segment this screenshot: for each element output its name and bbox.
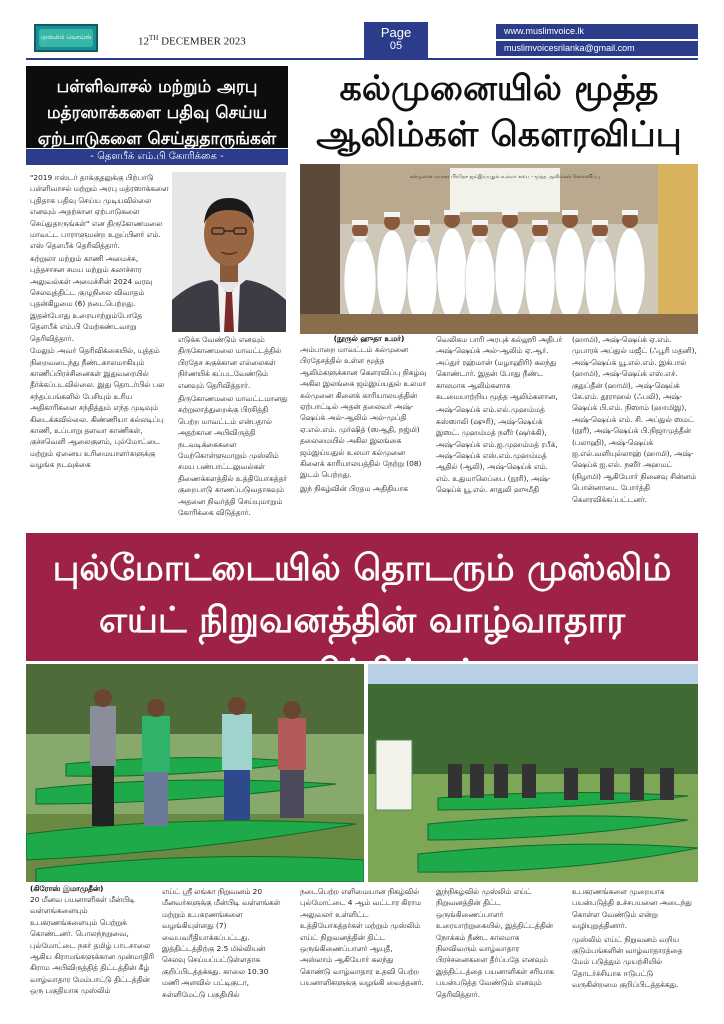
photo-backdrop-banner: கல்முனை மாநகர பிரதேச ஜம்இய்யதுல் உலமா சபை - மூத்த ஆலிம்கள் கௌரவிப்பு	[409, 174, 601, 180]
paragraph: "2019 ஈஸ்டர் தாக்குதலுக்கு பிற்பாடு பள்ளிவாசல் மற்றும் அரபு மத்ரஸாக்களை புதிதாக பதிவு செய்ய முடியவில்லை எனவும் அதற்கான ஏற்பாடுகளை செய்துதாருங்கள்" என திருகோணமலை மாவட்ட பாராளுமன்ற உறுப்பினர் எம். எஸ் தௌபீக் தெரிவித்தார்.	[30, 173, 169, 251]
header-divider	[26, 58, 698, 60]
right-article-column-3	[572, 334, 698, 507]
left-article-column-1	[30, 172, 170, 472]
paragraph: இந் நிகழ்வின் பிரதம அதிதியாக	[300, 483, 408, 493]
email-link[interactable]: muslimvoicesrilanka@gmail.com	[496, 41, 698, 56]
paragraph: முஸ்லிம் எய்ட் நிறுவனம் வறிய குடும்பங்களின் வாழ்வாதாரத்தை மேம் படுத்தும் முயற்சியில் தொடர்ச்சியாக ஈடுபட்டு வருகின்றமை குறிப்பிடத்தக்கது.	[572, 934, 683, 990]
left-article-headline: பள்ளிவாசல் மற்றும் அரபு மத்ரஸாக்களை பதிவு செய்ய ஏற்பாடுகளை செய்துதாருங்கள்	[26, 66, 288, 148]
paragraph: சுற்றுலா மற்றும் காணி அமைச்சு, புத்தசாசன சமய மற்றும் கலாச்சார அலுவல்கள் அமைச்சின் 2024 வரவு செலவுத்திட்ட குழுநிலை விவாதம் புதன்கிழமை (6) நடைபெற்றது. இதன்போது உரையாற்றும்போதே தௌபீக் எம்.பி மேற்கண்டவாறு தெரிவித்தார்.	[30, 253, 153, 343]
left-article-column-2	[178, 334, 288, 521]
paragraph: (ஹாமி), அஷ்-ஷெய்க் ஏ.எம். முபாரக் அப்துல் மஜீட் (ஃபூரி மதனி), அஷ்-ஷெய்க் யூ.எல்.எம். இக்பால் (ஹாமி), அஷ்-ஷெய்க் எஸ்.எச். குதுப்தீன் (ஹாமி), அஷ்-ஷெய்க் கே.எம். தூராஹல் (ஃபலி), அஷ்-ஷெய்க் பி.எம். நிஸாம் (ஹாமிஇ), அஷ்-ஷெய்க் எம். சி. அப்துல் ஸமட் (நூரீ), அஷ்-ஷெய்க் பி.நிஜாமுத்தீன் (பலாஹி), அஷ்-ஷெய்க் ஐ.எல்.வளியுல்லாஹ் (ஹாமி), அஷ்-ஷெய்க் ஐ.எல். நஸீர் அஹமட் (நிழாமி) ஆகியோர் நினைவு சின்னம் பொன்னாடை போர்த்தி கௌரவிக்கப்பட்டனர்.	[572, 335, 697, 504]
paragraph: நடைபெற்ற எளிமையான நிகழ்வில் புல்மோட்டை 4 ஆம் வட்டார கிராம அலுவலர் உள்ளிட்ட உத்தியோகத்தர்கள் மற்றும் முஸ்லிம் எய்ட் நிறுவனத்தின் திட்ட ஒருங்கிணைப்பாளர் ஆயுதீ, அஸ்லாம் ஆகியோர் கலந்து கொண்டு வாழ்வாதார உதவி பெற்ற பயனாளிகளுக்கு வழங்கி வைத்தனர்.	[300, 887, 424, 988]
paragraph: மேலும் அவர் தெரிவிக்கையில், யுத்தம் நிறைவடைந்து நீண்டகாலமாகியும் காணிப்பிரச்சினைகள் இதுவரையில் தீர்க்கப்படவில்லை. இது தொடர்பில் பல சந்தப்பங்களில் பேசியும் உரிய அதிகாரிகளை சந்தித்தும் எந்த முடிவும் கிடைக்கவில்லை. கிண்ணியா கல்லடிப்பு காணி, உப்பாறு தளவா காணிகள், குச்சவெளி ஆலைகுளம், புல்மோட்டை மற்றும் ஏனைய உரிமையாளர்களுக்கு வழங்க நடவுக்கை	[30, 346, 165, 470]
paragraph: 20 மீனவ பயனாளிகள் மீன்பிடி வள்ளங்களையும் உபகரணங்களையும் பெற்றுக் கொண்டனர். பொலந்நறுவை, புல்மோட்டை நகர் தமிழ் பாடசாலை ஆகிய கிராமங்களுக்கான முன்மாதிரி கிராம அபிவிருத்தித் திட்டத்தின் கீழ் வாழ்வாதார மேம்பாட்டு திட்டத்தின் ஒரு பகுதியாக முஸ்லிம்	[30, 895, 154, 996]
newspaper-logo[interactable]	[34, 24, 98, 52]
date-rest: DECEMBER 2023	[161, 35, 246, 48]
paragraph: இந்நிகழ்வில் முஸ்லிம் எய்ட் நிறுவனத்தின் திட்ட ஒருங்கிணைப்பாளர் உரையாற்றுகையில், இத்திட்டத்தின் நோக்கம் நீண்ட காலமாக நிலவிவரும் வாழ்வாதார பிரச்சனைகளை தீர்ப்பதே எனவும் இத்திட்டத்தை பயனாளிகள் சரியாக பயன்படுத்த வேண்டும் எனவும் தெரிவித்தார்.	[436, 887, 554, 999]
right-article-column-1	[300, 344, 430, 496]
bottom-article-column-2	[162, 886, 286, 1002]
paragraph: வெலிகம பாரி அரபுக் கல்லூரி அதிபர் அஷ்-ஷெய்க் அல்-ஆலிம் ஏ.ஆர். அப்துர் ரஹ்மான் (மழாஹிரி) கலந்து கொண்டார். இதன் போது நீண்ட காலமாக ஆலிம்களாக கடமையாற்றிய மூத்த ஆலிம்களான,	[436, 335, 563, 402]
masthead	[26, 22, 698, 58]
bottom-article-column-3	[300, 886, 424, 991]
portrait-illustration	[172, 172, 286, 332]
boat-recipients-photo-right	[368, 664, 698, 882]
boat-line-illustration	[368, 664, 698, 882]
date-suffix: TH	[149, 34, 159, 42]
bottom-article-column-5	[572, 886, 698, 993]
page-label: Page	[380, 25, 412, 40]
paragraph: எடுக்க வேண்டும் எனவும் திருகோணமலை மாவட்டத்தில் பிரதேச சுகுக்கான எல்லைகள் நிர்ணயிக் கப்படவேண்டும் எனவும் தெரிவித்தார்.	[178, 335, 282, 390]
website-link[interactable]: www.muslimvoice.lk	[496, 24, 698, 39]
issue-date	[138, 34, 246, 48]
boat-photo-illustration	[26, 664, 364, 882]
boat-recipients-photo-left	[26, 664, 364, 882]
bottom-article-headline-banner: புல்மோட்டையில் தொடரும் முஸ்லிம் எய்ட் நிறுவனத்தின் வாழ்வாதார	[26, 533, 698, 661]
paragraph: உபகரணங்களை முறையாக பயன்படுத்தி உச்சபயனை அடைந்து கொள்ள வேண்டும் என்று வழியுறுத்தினார்.	[572, 887, 692, 931]
right-article-column-2	[436, 334, 564, 498]
bottom-photo-caption: (கிரோஸ் இமாமுதீன்)	[30, 884, 104, 893]
mp-portrait-photo	[172, 172, 286, 332]
bottom-article-column-1	[30, 894, 154, 999]
scholars-group-photo	[300, 164, 698, 334]
left-article-byline: - தௌபீக் எம்.பி கோரிக்கை -	[26, 149, 288, 165]
logo-text: முஸ்லிம் வொய்ஸ்	[39, 29, 93, 47]
paragraph: எய்ட் ஸ்ரீ லங்கா நிறுவனம் 20 மீனவர்களுக்கு மீன்பிடி வள்ளங்கள் மற்றும் உபகரணங்களை வழங்கியுள்ளது (7) வைபவரீதியாக்கப்பட்டது. இத்திட்டத்திற்கு 2.5 மில்லியன் செலவு செய்யப்பட்டுள்ளதாக குறிப்பிடத்தக்கது. காலை 10.30 மணி அளவில் பட்டிகுடா, சுள்ளிமேட்டு பகுதியில்	[162, 887, 281, 999]
bottom-article-column-4	[436, 886, 560, 1002]
date-day: 12	[138, 35, 149, 48]
page-indicator	[364, 22, 428, 58]
group-photo-illustration	[300, 164, 698, 334]
page-number: 05	[389, 40, 403, 52]
right-article-headline: கல்முனையில் மூத்த ஆலிம்கள் கௌரவிப்பு	[316, 69, 682, 155]
photo-caption: (நூருல் ஹுதா உமர்)	[333, 334, 405, 343]
paragraph: அஷ்-ஷெய்க் எம்.எல்.முஹம்மத் கஸ்ஸாலி (ஷுரி), அஷ்-ஷெய்க் இஸட். முஹம்மத் நளீர் (ஷர்க்கி), அஷ்-ஷெய்க் எம்.ஐ.முஹம்மத் ரபீக், அஷ்-ஷெய்க் எஸ்.எம்.முஹம்மத் ஆதில் (ஆலி), அஷ்-ஷெய்க் எம். எம். உதுமாலெப்பை (நூரி), அஷ்-ஷெய்க் யூ.எல். சாதுலி ஹுமீதி	[436, 405, 558, 495]
paragraph: திருகோணமலை மாவட்டமானது சுற்றுலாத்துறைக்கு பிரசித்தி பெற்ற மாவட்டம் என்பதால் அதற்கான அபிவிருத்தி நடவடிக்கைகளை மேற்கொள்ளுமாறும் முஸ்லிம் சமய பண்பாட்டலுவல்கள் திணைக்களத்தில் உத்தியோகத்தர் குறைபாடு காணப்படுவதாகவும் அதனை நிவர்த்தி செய்யுமாறும் கோரிக்கை விடுத்தார்.	[178, 394, 288, 518]
paragraph: அம்பாறை மாவட்டம் கல்முனை பிரதேசத்தில் உள்ள மூத்த ஆலிம்களுக்கான கௌரவிப்பு நிகழ்வு அகில இலங்கை ஜம்இய்யதுல் உலமா கல்முனை கிளைக் காரியாலயத்தின் ஏற்பாட்டில் அதன் தலைவர் அஷ்-ஷெய்க் அல்-ஆலிம் அல்-முப்தி ஏ.எல்.எம். முர்ஷித் (ஸஆதி, நஜ்மி) தலைமையில் அகில இலங்கை ஜம்இய்யதுல் உலமா கல்முனை கிளைக் காரியாலயத்தில் நேற்று (08) இடம் பெற்றது.	[300, 345, 427, 480]
